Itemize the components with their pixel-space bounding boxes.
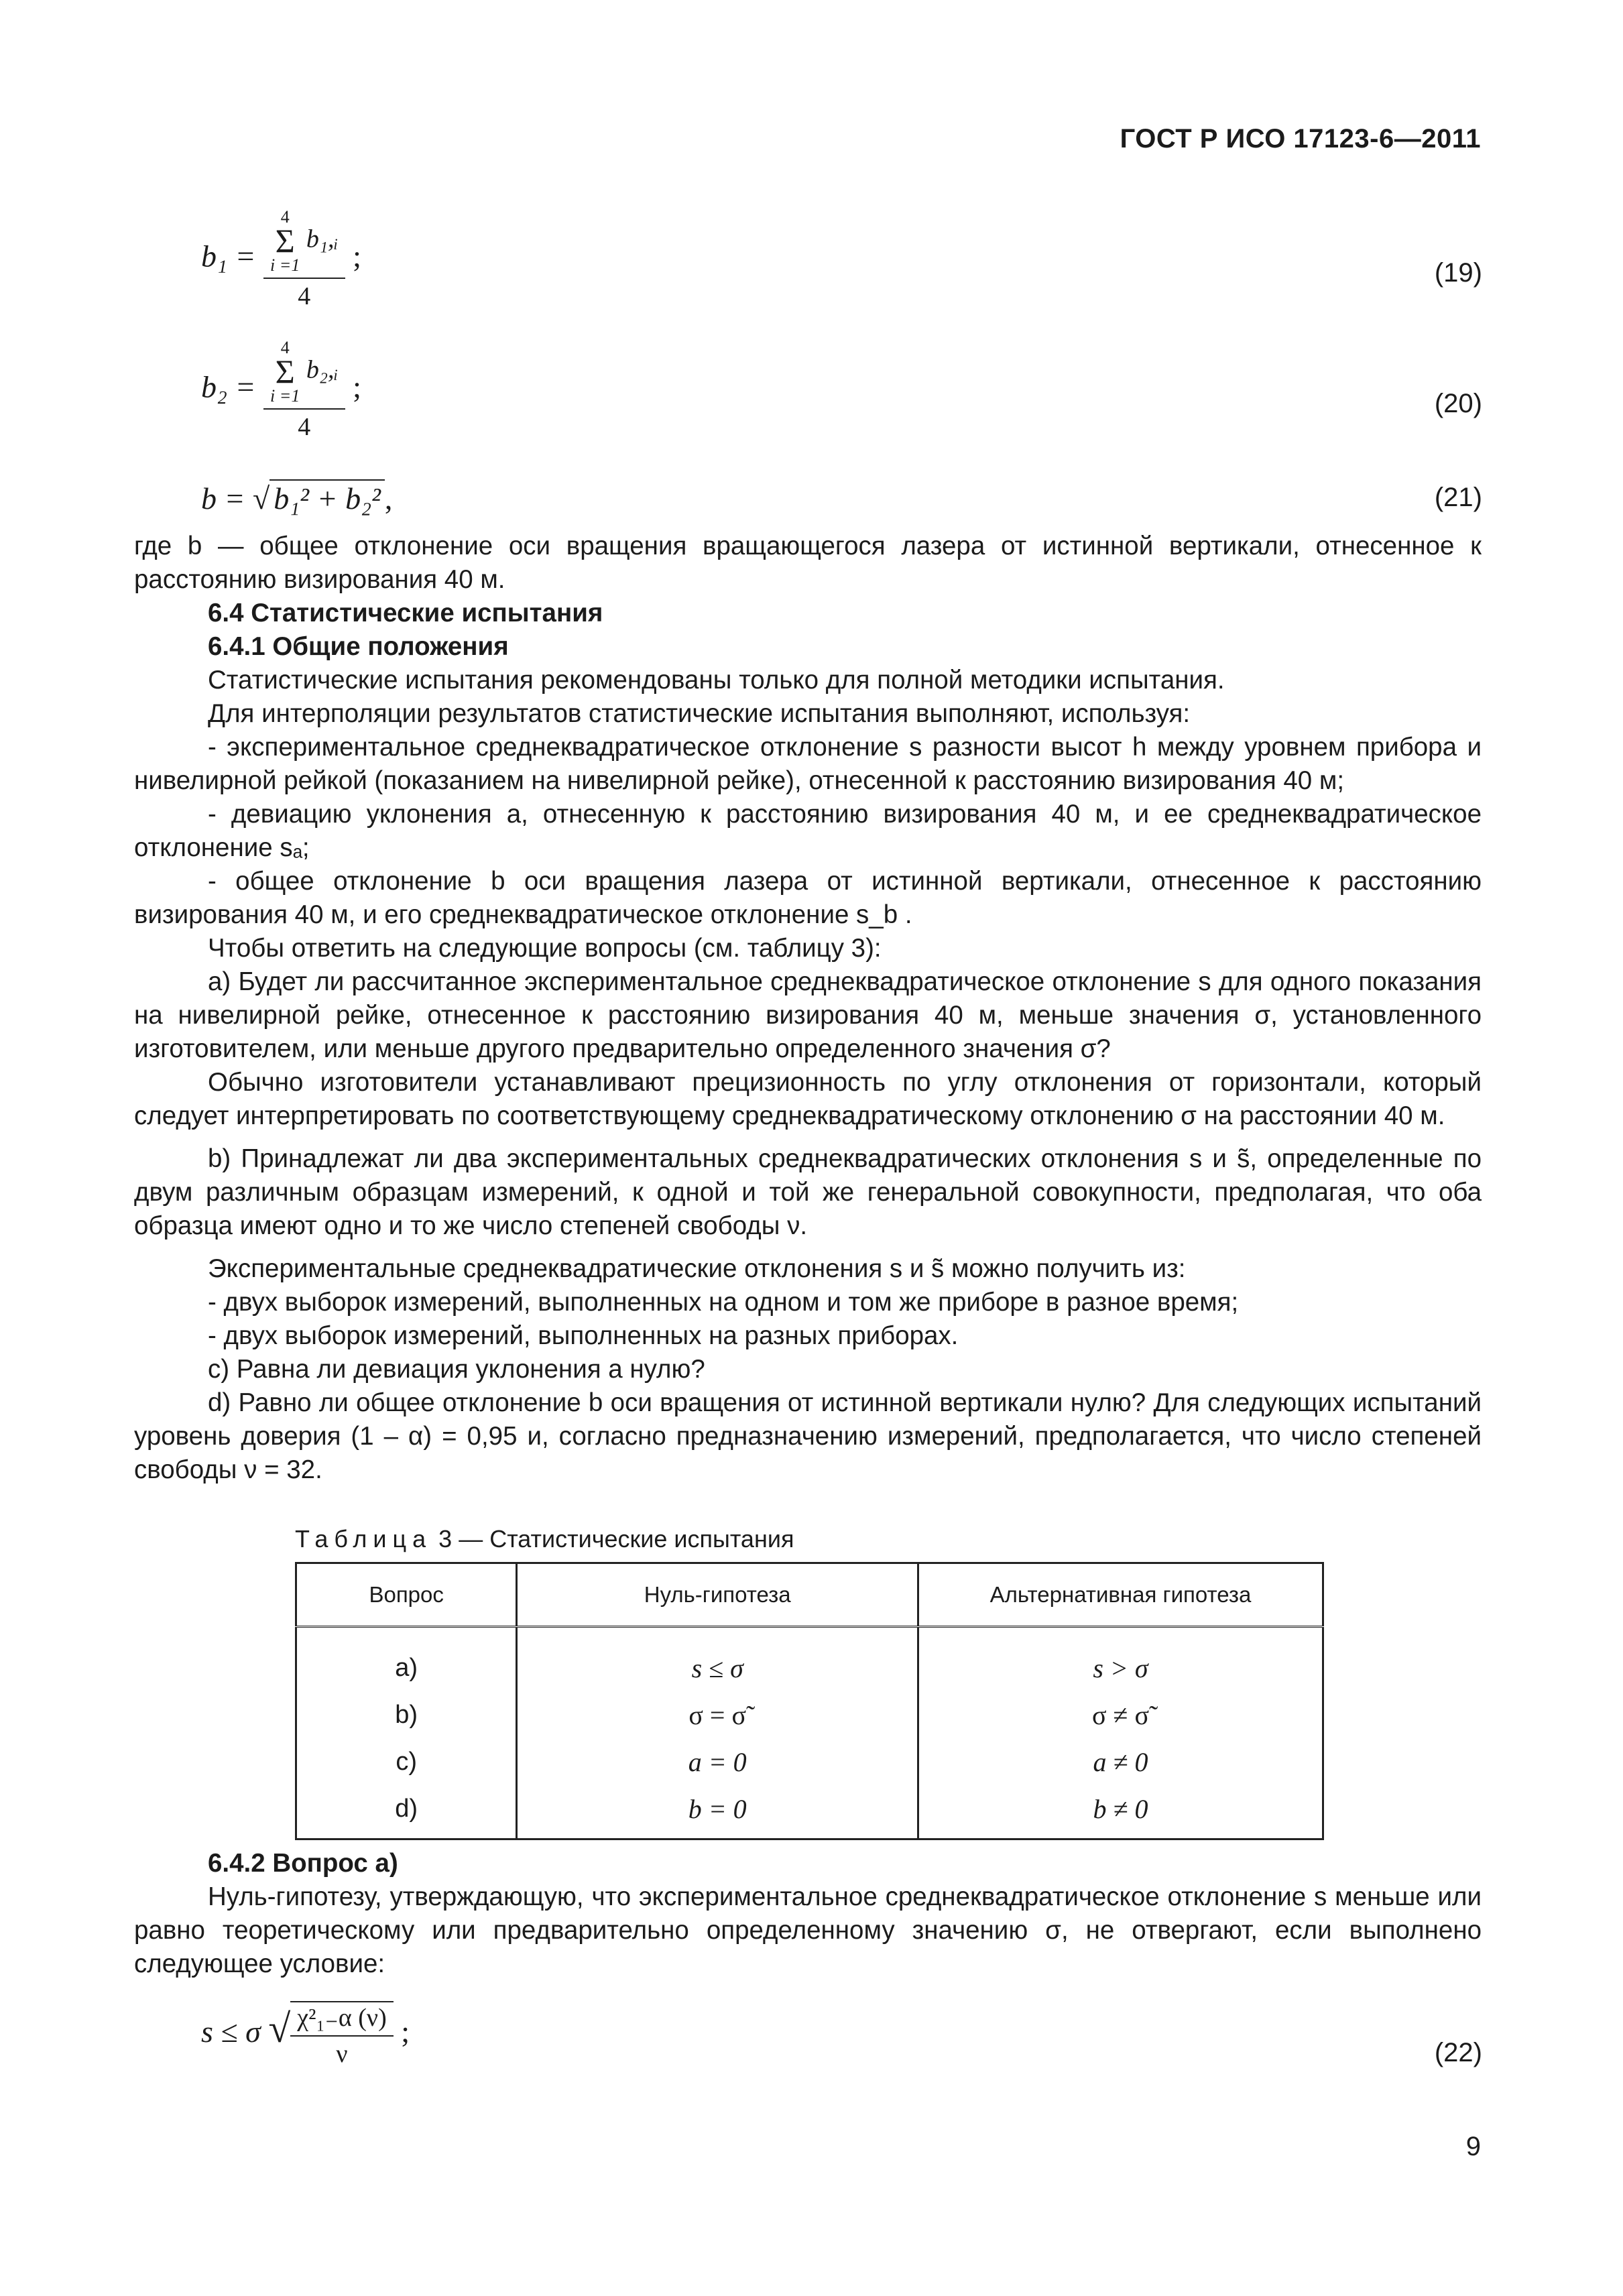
table-row bbox=[296, 1738, 1323, 1785]
equation-number-22: (22) bbox=[1434, 2038, 1482, 2067]
paragraph: Чтобы ответить на следующие вопросы (см. таблицу 3): bbox=[208, 934, 882, 963]
table-cell: s > σ bbox=[918, 1627, 1323, 1692]
table-cell: a ≠ 0 bbox=[918, 1738, 1323, 1785]
subsection-heading: 6.4.2 Вопрос а) bbox=[208, 1849, 398, 1878]
table-cell: c) bbox=[296, 1738, 517, 1785]
list-item: - двух выборок измерений, выполненных на разных приборах. bbox=[208, 1321, 959, 1350]
question-c: c) Равна ли девиация уклонения a нулю? bbox=[208, 1355, 705, 1384]
table-cell: b = 0 bbox=[517, 1785, 918, 1839]
equation-number-19: (19) bbox=[1434, 258, 1482, 288]
table-header-cell: Альтернативная гипотеза bbox=[918, 1563, 1323, 1627]
paragraph: Экспериментальные среднеквадратические отклонения s и s̃ можно получить из: bbox=[208, 1254, 1186, 1283]
list-item: - общее отклонение b оси вращения лазера от истинной вертикали, отнесенное к расстоянию визирования 40 м, и его среднеквадратическое отклонение s_b . bbox=[134, 867, 1482, 929]
formula-19: b₁ = 4 Σ i =1 b₁,ᵢ 4 ; bbox=[201, 207, 361, 310]
equation-number-21: (21) bbox=[1434, 483, 1482, 512]
paragraph: Нуль-гипотезу, утверждающую, что экспериментальное среднеквадратическое отклонение s меньше или равно теоретическому или предварительно определенному значению σ, не отвергают, если выполнено следующее условие: bbox=[134, 1882, 1482, 1978]
table-cell: s ≤ σ bbox=[517, 1627, 918, 1692]
formula-20: b₂ = 4 Σ i =1 b₂,ᵢ 4 ; bbox=[201, 338, 361, 441]
paragraph: Статистические испытания рекомендованы только для полной методики испытания. bbox=[208, 666, 1225, 694]
fraction: $\frac{\text{χ²₁₋α (ν)}}{\nu}$ bbox=[290, 2001, 393, 2069]
table-row bbox=[296, 1691, 1323, 1738]
table-cell: a) bbox=[296, 1627, 517, 1692]
paragraph: Для интерполяции результатов статистические испытания выполняют, используя: bbox=[208, 699, 1191, 728]
table-cell: b ≠ 0 bbox=[918, 1785, 1323, 1839]
table-cell: σ = σ̃ bbox=[517, 1691, 918, 1738]
table-cell: d) bbox=[296, 1785, 517, 1839]
table-cell: σ ≠ σ̃ bbox=[918, 1691, 1323, 1738]
table-cell: b) bbox=[296, 1691, 517, 1738]
list-item: - экспериментальное среднеквадратическое отклонение s разности высот h между уровнем прибора и нивелирной рейкой (показанием на нивелирной рейке), отнесенной к расстоянию визирования 40 м; bbox=[134, 733, 1482, 795]
table-row bbox=[296, 1627, 1323, 1692]
paragraph: Обычно изготовители устанавливают прецизионность по углу отклонения от горизонтали, который следует интерпретировать по соответствующему среднеквадратическому отклонению σ на расстоянии 40 м. bbox=[134, 1068, 1482, 1130]
question-b: b) Принадлежат ли два экспериментальных среднеквадратических отклонения s и s̃, определенные по двум различным образцам измерений, к одной и той же генеральной совокупности, предполагая, что оба образца имеют одно и то же число степеней свободы ν. bbox=[134, 1144, 1482, 1240]
formula-21: b = √ b₁² + b₂² , bbox=[201, 479, 392, 516]
fraction: 4 Σ i =1 b₁,ᵢ 4 bbox=[263, 208, 345, 311]
sum-symbol: 4 Σ i =1 bbox=[270, 338, 300, 406]
question-d: d) Равно ли общее отклонение b оси вращения от истинной вертикали нулю? Для следующих испытаний уровень доверия (1 – α) = 0,95 и, согласно предназначению измерений, предполагается, что число степеней свободы ν = 32. bbox=[134, 1388, 1482, 1484]
table-caption: Таблица 3 — Статистические испытания bbox=[295, 1525, 794, 1553]
body-text bbox=[134, 530, 1482, 1487]
sum-symbol: 4 Σ i =1 bbox=[270, 207, 300, 276]
question-a: а) Будет ли рассчитанное экспериментальное среднеквадратическое отклонение s для одного показания на нивелирной рейке, отнесенное к расстоянию визирования 40 м, меньше значения σ, установленного изготовителем, или меньше другого предварительно определенного значения σ? bbox=[134, 967, 1482, 1063]
formula-lhs: b₁ = bbox=[201, 239, 256, 274]
list-item: - девиацию уклонения a, отнесенную к расстоянию визирования 40 м, и ее среднеквадратическое отклонение sₐ; bbox=[134, 800, 1482, 862]
page-number: 9 bbox=[1465, 2132, 1481, 2161]
section-heading: 6.4 Статистические испытания bbox=[208, 599, 603, 627]
table-header-cell: Нуль-гипотеза bbox=[517, 1563, 918, 1627]
standard-code: ГОСТ Р ИСО 17123-6—2011 bbox=[1120, 124, 1481, 154]
radical: b₁² + b₂² bbox=[269, 479, 385, 516]
table-row bbox=[296, 1785, 1323, 1839]
subsection-heading: 6.4.1 Общие положения bbox=[208, 632, 509, 661]
statistical-tests-table bbox=[295, 1562, 1324, 1840]
paragraph: где b — общее отклонение оси вращения вращающегося лазера от истинной вертикали, отнесенное к расстоянию визирования 40 м. bbox=[134, 532, 1482, 594]
formula-22: s ≤ σ √ $\frac{\text{χ²₁₋α (ν)}}{\nu}$ ; bbox=[201, 2001, 410, 2069]
body-text-2 bbox=[134, 1847, 1482, 1981]
table-header-cell: Вопрос bbox=[296, 1563, 517, 1627]
fraction: 4 Σ i =1 b₂,ᵢ 4 bbox=[263, 339, 345, 442]
table-cell: a = 0 bbox=[517, 1738, 918, 1785]
equation-number-20: (20) bbox=[1434, 389, 1482, 418]
list-item: - двух выборок измерений, выполненных на одном и том же приборе в разное время; bbox=[208, 1288, 1239, 1317]
